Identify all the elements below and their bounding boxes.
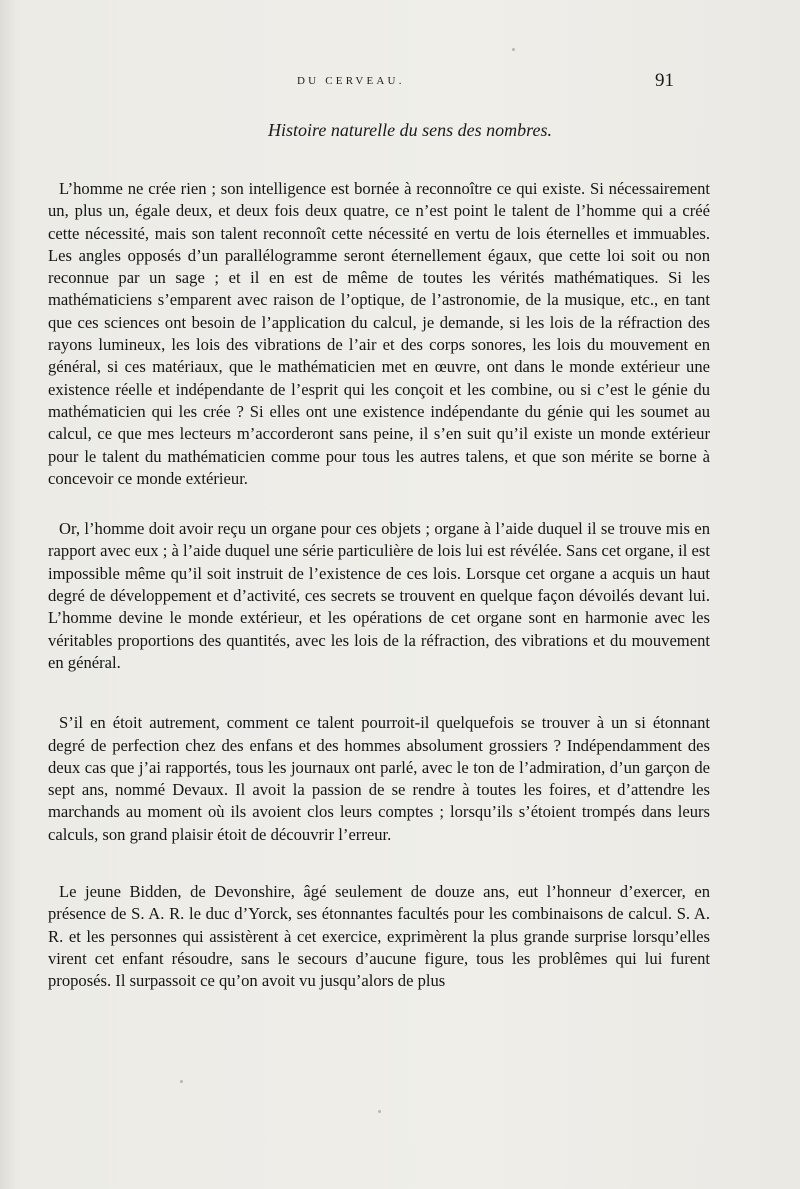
paragraph-spacer xyxy=(48,490,710,518)
paragraph-spacer xyxy=(48,846,710,881)
paper-speck xyxy=(378,1110,381,1113)
running-head: DU CERVEAU. xyxy=(297,75,405,87)
paragraph-2: Or, l’homme doit avoir reçu un organe pour ces objets ; organe à l’aide duquel il se trouve mis en rapport avec eux ; à l’aide duquel une série particulière de lois lui est révélée. Sans cet organe, il est impossible même qu’il soit instruit de l’existence de ces lois. Lorsque cet organe a acquis un haut degré de développement et d’activité, ces secrets se trouvent en quelque façon dévoilés devant lui. L’homme devine le monde extérieur, et les opérations de cet organe sont en harmonie avec les véritables proportions des quantités, avec les lois de la réfraction, des vibrations et du mouvement en général. xyxy=(48,519,710,672)
page-header xyxy=(0,70,800,100)
paper-speck xyxy=(512,48,515,51)
paragraph-4: Le jeune Bidden, de Devonshire, âgé seulement de douze ans, eut l’honneur d’exercer, en présence de S. A. R. le duc d’Yorck, ses étonnantes facultés pour les combinaisons de calcul. S. A. R. et les personnes qui assistèrent à cet exercice, exprimèrent la plus grande surprise lorsqu’elles virent cet enfant résoudre, sans le secours d’aucune figure, tous les problêmes qui lui furent proposés. Il surpassoit ce qu’on avoit vu jusqu’alors de plus xyxy=(48,882,710,991)
page-number: 91 xyxy=(655,70,674,91)
paper-speck xyxy=(180,1080,183,1083)
section-title: Histoire naturelle du sens des nombres. xyxy=(268,120,552,140)
paragraph-3: S’il en étoit autrement, comment ce talent pourroit-il quelquefois se trouver à un si étonnant degré de perfection chez des enfans et des hommes absolument grossiers ? Indépendamment des deux cas que j’ai rapportés, tous les journaux ont parlé, avec le ton de l’admiration, d’un garçon de sept ans, nommé Devaux. Il avoit la passion de se rendre à toutes les foires, et d’attendre les marchands au moment où ils avoient clos leurs comptes ; lorsqu’ils s’étoient trompés dans leurs calculs, son grand plaisir étoit de découvrir l’erreur. xyxy=(48,713,710,844)
body-text xyxy=(48,178,710,993)
paragraph-spacer xyxy=(48,674,710,712)
paragraph-1: L’homme ne crée rien ; son intelligence est bornée à reconnoître ce qui existe. Si nécessairement un, plus un, égale deux, et deux fois deux quatre, ce n’est point le talent de l’homme qui a créé cette nécessité, mais son talent reconnoît cette nécessité en vertu de lois éternelles et immuables. Les angles opposés d’un parallélogramme seront éternellement égaux, que cette loi soit ou non reconnue par un sage ; et il en est de même de toutes les vérités mathématiques. Si les mathématiciens s’emparent avec raison de l’optique, de l’astronomie, de la musique, etc., en tant que ces sciences ont besoin de l’application du calcul, je demande, si les lois de la réfraction des rayons lumineux, les lois des vibrations de l’air et des corps sonores, les lois du mouvement en général, si ces matériaux, que le mathématicien met en œuvre, ont dans le monde extérieur une existence réelle et indépendante de l’esprit qui les conçoit et les combine, ou si c’est le génie du mathématicien qui les crée ? Si elles ont une existence indépendante du génie qui les soumet au calcul, ce que mes lecteurs m’accorderont sans peine, il s’en suit qu’il existe un monde extérieur pour le talent du mathématicien comme pour tous les autres talens, et que son mérite se borne à concevoir ce monde extérieur. xyxy=(48,179,710,488)
